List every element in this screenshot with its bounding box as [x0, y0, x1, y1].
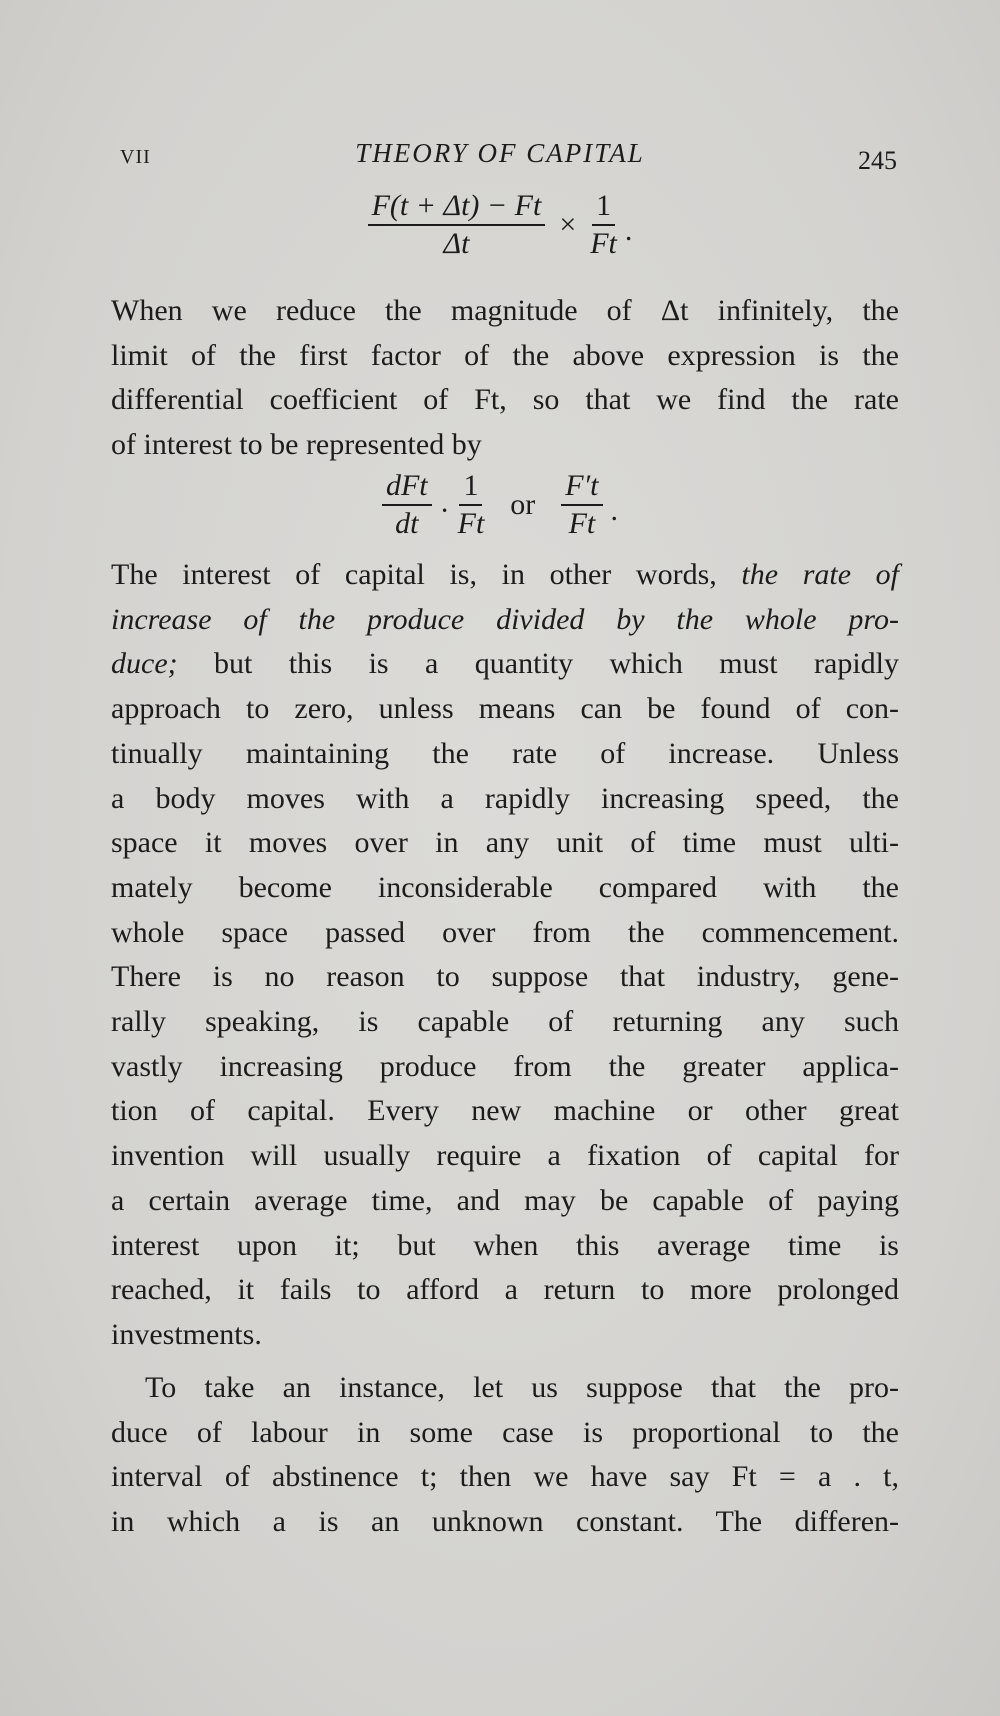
paragraph-3 — [111, 1366, 899, 1545]
text-line: whole space passed over from the commencement. — [111, 915, 899, 949]
text-line: reached, it fails to afford a return to more prolonged — [111, 1273, 899, 1307]
fraction-numerator: dFt — [382, 470, 432, 506]
text-line: tinually maintaining the rate of increase. Unless — [111, 736, 899, 770]
text-line: duce of labour in some case is proportional to the — [111, 1415, 899, 1449]
text-line: approach to zero, unless means can be found of con- — [111, 692, 899, 726]
fraction-reciprocal — [458, 470, 485, 539]
fraction-denominator: Δt — [443, 226, 470, 260]
fraction-denominator: dt — [395, 506, 419, 540]
fraction-numerator: F′t — [561, 470, 602, 506]
formula-rate-of-interest — [0, 470, 1000, 539]
text-line: a certain average time, and may be capable of paying — [111, 1183, 899, 1217]
fraction-numerator: 1 — [592, 190, 615, 226]
text-line: tion of capital. Every new machine or other great — [111, 1094, 899, 1128]
chapter-number: VII — [120, 146, 151, 168]
text-line: interval of abstinence t; then we have say Ft = a . t, — [111, 1460, 899, 1494]
times-operator: × — [559, 207, 577, 241]
italic-text: the rate of — [741, 558, 899, 591]
fraction-difference — [368, 190, 546, 259]
fraction-numerator: F(t + Δt) − Ft — [368, 190, 546, 226]
paragraph-1 — [111, 289, 899, 468]
formula-period: . — [610, 493, 619, 527]
fraction-denominator: Ft — [568, 506, 596, 540]
plain-text: The interest of capital is, in other words, — [111, 558, 742, 591]
running-title: THEORY OF CAPITAL — [355, 138, 645, 168]
italic-text: increase of the produce divided by the whole pro- — [111, 602, 899, 636]
text-line: interest upon it; but when this average time is — [111, 1228, 899, 1262]
text-line: of interest to be represented by — [111, 428, 482, 462]
fraction-derivative — [382, 470, 432, 539]
page-number: 245 — [858, 146, 897, 175]
paragraph-2 — [111, 553, 899, 1358]
text-line: space it moves over in any unit of time must ulti- — [111, 826, 899, 860]
italic-text: duce; — [111, 647, 178, 681]
text-line: vastly increasing produce from the greater applica- — [111, 1049, 899, 1083]
text-line: investments. — [111, 1317, 262, 1351]
text-line — [111, 553, 899, 598]
text-line: invention will usually require a fixation of capital for — [111, 1139, 899, 1173]
fraction-derivative-ratio — [561, 470, 602, 539]
fraction-numerator: 1 — [459, 470, 482, 506]
fraction-reciprocal — [590, 190, 617, 259]
text-line: in which a is an unknown constant. The differen- — [111, 1505, 899, 1539]
fraction-denominator: Ft — [590, 226, 617, 260]
fraction-denominator: Ft — [457, 506, 485, 540]
text-line: limit of the first factor of the above expression is the — [111, 338, 899, 372]
text-line: To take an instance, let us suppose that the pro- — [145, 1371, 899, 1404]
or-word: or — [510, 487, 536, 521]
multiplication-dot: · — [439, 493, 450, 527]
plain-text: but this is a quantity which must rapidly — [177, 647, 899, 681]
text-line: a body moves with a rapidly increasing speed, the — [111, 781, 899, 815]
running-head — [0, 136, 1000, 176]
text-line — [111, 598, 899, 643]
text-line — [111, 642, 899, 687]
text-line: When we reduce the magnitude of Δt infinitely, the — [111, 294, 899, 327]
formula-period: . — [624, 213, 633, 247]
text-line: mately become inconsiderable compared with the — [111, 870, 899, 904]
formula-difference-quotient — [0, 190, 1000, 259]
text-line: rally speaking, is capable of returning any such — [111, 1005, 899, 1039]
text-line: differential coefficient of Ft, so that we find the rate — [111, 383, 899, 417]
text-line: There is no reason to suppose that industry, gene- — [111, 960, 899, 994]
